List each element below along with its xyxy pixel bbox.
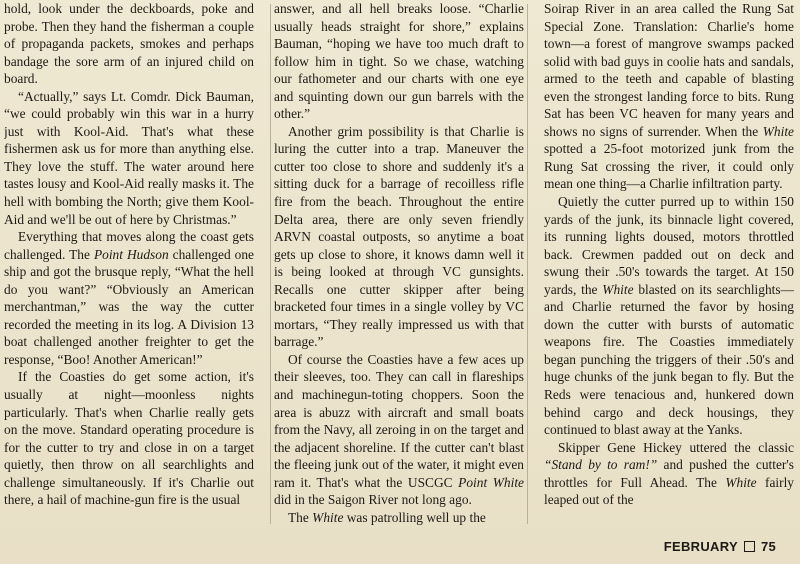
quote: “Stand by to ram!” xyxy=(544,457,658,473)
ship-name: Point White xyxy=(458,474,524,490)
column-1 xyxy=(4,0,254,532)
paragraph: hold, look under the deckboards, poke and probe. Then they hand the fisherman a couple of propaganda packets, smokes and perhaps bandage the sore arm of an injured child on board. xyxy=(4,1,254,87)
ship-name: Point Hudson xyxy=(93,246,169,262)
paragraph: Of course the Coasties have a few aces up their sleeves, too. They can call in flareships and machinegun-toting choppers. Soon the area is abuzz with aircraft and small boats from the Navy, all zeroing in on the target and the adjacent shoreline. If the cutter can't blast the fleeing junk out of the water, it might even ram it. That's what the USCGC Point White did in the Saigon River not long ago. xyxy=(274,351,524,508)
paragraph: Soirap River in an area called the Rung Sat Special Zone. Translation: Charlie's home town—a forest of mangrove swamps packed solid with bad guys in coolie hats and sandals, armed to the teeth and capable of blasting even the strongest landing force to bits. Rung Sat has been VC heaven for many years and shows no signs of surrender. When the White spotted a 25-foot motorized junk from the Rung Sat crossing the river, it could only mean one thing—a Charlie infiltration party. xyxy=(544,1,794,192)
paragraph: Skipper Gene Hickey uttered the classic “Stand by to ram!” and pushed the cutter's throttles for Full Ahead. The White fairly leaped out of the xyxy=(544,439,794,508)
column-2 xyxy=(274,0,524,532)
ship-name: White xyxy=(602,281,634,297)
issue-month: FEBRUARY xyxy=(663,539,738,554)
paragraph: answer, and all hell breaks loose. “Charlie usually heads straight for shore,” explains Bauman, “hoping we have too much draft to follow him in tight. So we chase, watching our fathometer and our charts with one eye and squinting down our gun barrels with the other.” xyxy=(274,1,524,122)
paragraph: If the Coasties do get some action, it's usually at night—moonless nights particularly. That's when Charlie really gets on the move. Standard operating procedure is for the cutter to try and close in on a target quietly, then throw on all searchlights and challenge simultaneously. If it's Charlie out there, a hail of machine-gun fire is the usual xyxy=(4,369,254,508)
column-divider xyxy=(270,4,271,524)
page-footer xyxy=(664,539,776,554)
paragraph: Another grim possibility is that Charlie is luring the cutter into a trap. Maneuver the cutter too close to shore and suddenly it's a sitting duck for a barrage of recoilless rifle fire from the beach. Throughout the entire Delta area, there are only seven friendly ARVN coastal outposts, so anytime a boat gets up close to shore, it knows damn well it is being looked at through VC gunsights. Recalls one cutter skipper after being bracketed four times in a single volley by VC mortars, “They really impressed us with that barrage.” xyxy=(274,123,524,350)
page-number: 75 xyxy=(760,539,776,554)
paragraph: Everything that moves along the coast gets challenged. The Point Hudson challenged one ship and got the brusque reply, “What the hell do you want?” “Obviously an American merchantman,” was the way the cutter recorded the meeting in its log. A Division 13 boat challenged another freighter to get the response, “Boo! Another American!” xyxy=(4,229,254,367)
square-bullet-icon xyxy=(744,541,755,552)
column-3 xyxy=(544,0,794,532)
ship-name: White xyxy=(762,123,794,139)
article-columns xyxy=(4,0,794,532)
paragraph: The White was patrolling well up the xyxy=(288,509,486,525)
ship-name: White xyxy=(312,509,344,525)
column-divider xyxy=(527,4,528,524)
paragraph: Quietly the cutter purred up to within 150 yards of the junk, its binnacle light covered, its running lights doused, motors throttled back. Crewmen padded out on deck and swung their .50's towards the target. At 150 yards, the White blasted on its searchlights—and Charlie returned the favor by hosing down the cutter with bursts of automatic weapons fire. The Coasties immediately began punching the triggers of their .50's and huge chunks of the junk began to fly. But the Reds were tenacious and, hunkered down behind cargo and deck housings, they continued to blast away at the Yanks. xyxy=(544,194,794,438)
paragraph: “Actually,” says Lt. Comdr. Dick Bauman, “we could probably win this war in a hurry just with Kool-Aid. That's what these fishermen ask us for more than anything else. They love the stuff. The water around here tastes lousy and Kool-Aid really masks it. The hell with bombing the North; give them Kool-Aid and we'll be out of here by Christmas.” xyxy=(4,88,254,227)
ship-name: White xyxy=(725,474,757,490)
